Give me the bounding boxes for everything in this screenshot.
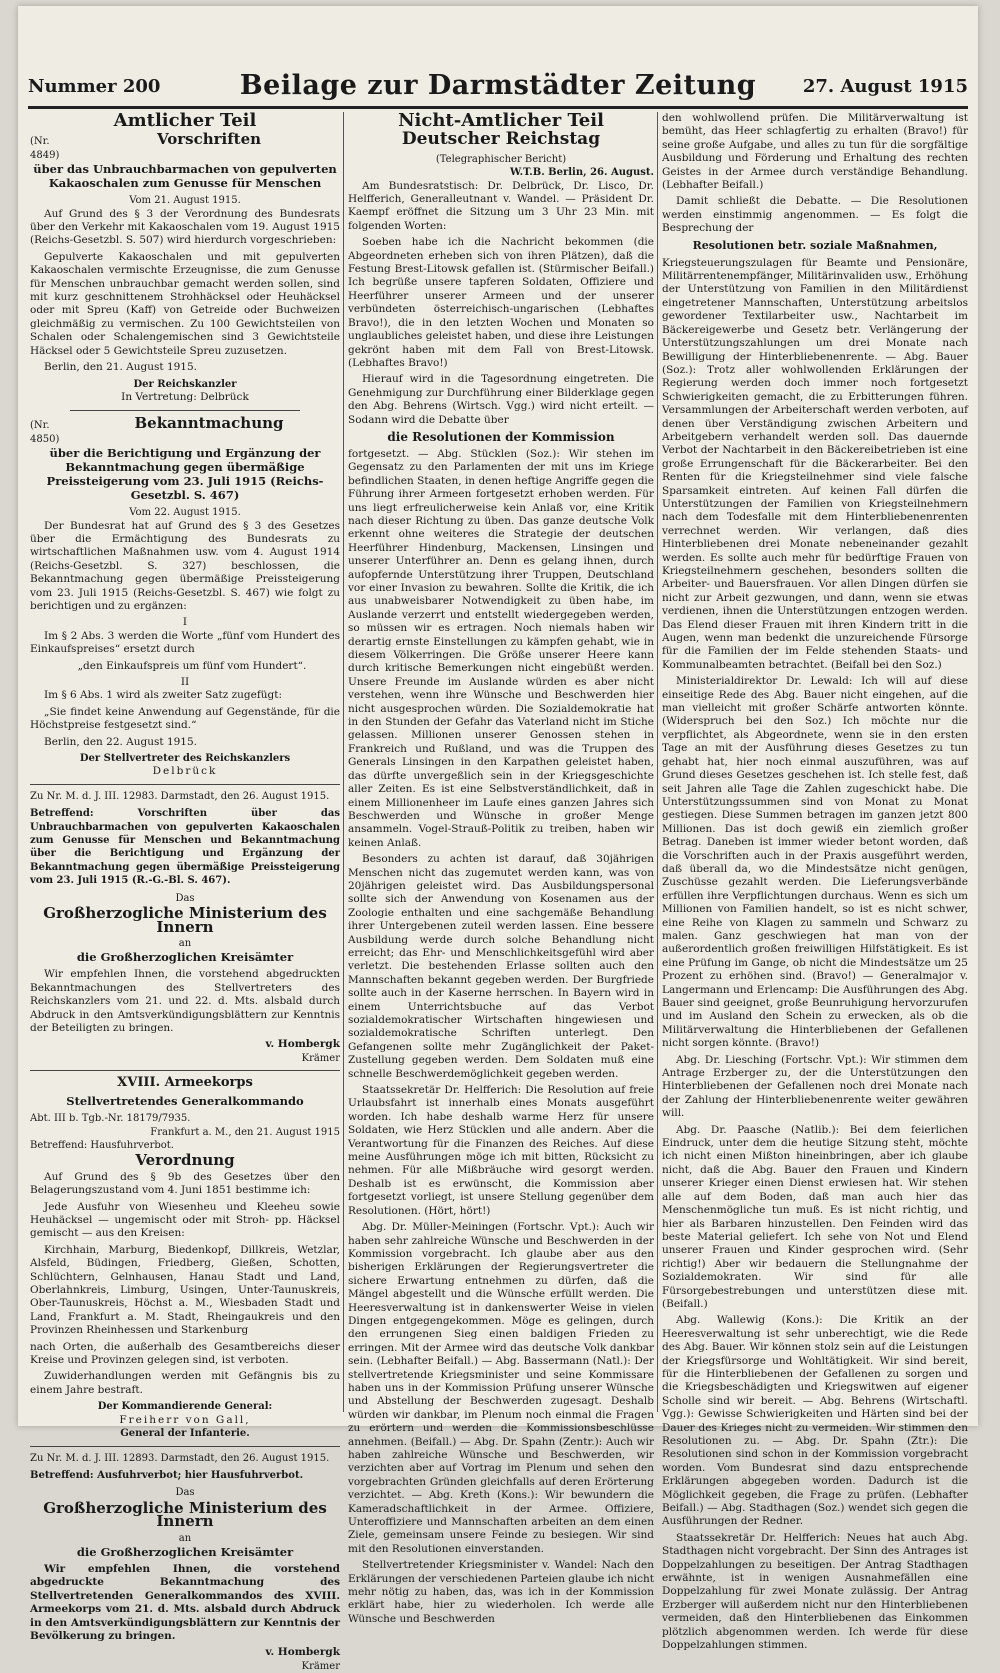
signature-name: Freiherr von Gall, [119, 1413, 251, 1426]
paragraph: Damit schließt die Debatte. — Die Resolutionen werden einstimmig angenommen. — Es folgt die Besprechung der [662, 195, 968, 235]
section-title: Nicht-Amtlicher Teil [398, 110, 604, 131]
paragraph: Abg. Dr. Müller-Meiningen (Fortschr. Vpt.): Auch wir haben sehr zahlreiche Wünsche und Beschwerden in der Kommission vorgebracht. Ich glaube aber aus den bisherigen Erklärungen der Regierungsvertreter die sichere Erwartung entnehmen zu dürfen, daß die Mängel abgestellt und die Wünsche erfüllt werden. Die Heeresverwaltung ist in dankenswerter Weise in vielen Dingen entgegengekommen. Möge es gelingen, durch den errungenen Sieg einen baldigen Frieden zu erringen. Mit der Armee wird das deutsche Volk dankbar sein. (Lebhafter Beifall.) — Abg. Bassermann (Natl.): Der stellvertretende Kriegsminister und seine Kommissare haben uns in der Kommission Prüfung unserer Wünsche und Abstellung der Beschwerden zugesagt. Deshalb würden wir dankbar, im Plenum noch einmal die Fragen zu erörtern und werden die Kommissionsbeschlüsse annehmen. (Beifall.) — Abg. Dr. Spahn (Zentr.): Auch wir haben zahlreiche Wünsche und Beschwerden, wir verzichten aber auf Vortrag im Plenum und sehen den vorgebrachten Gründen gleichfalls auf deren Erörterung verzichtet. — Abg. Kreth (Kons.): Wir bewundern die Kameradschaftlichkeit in der Armee. Offiziere, Unteroffiziere und Mannschaften arbeiten an dem einen Ziele, gemeinsam unsere Feinde zu besiegen. Wir sind mit den Resolutionen einverstanden. [348, 1221, 654, 1555]
subheading: Resolutionen betr. soziale Maßnahmen, [692, 238, 938, 252]
signature-clerk: Krämer [301, 1660, 340, 1672]
reference-betreff: Betreffend: Ausfuhrverbot; hier Hausfuhrverbot. [30, 1469, 304, 1481]
reference-line: Zu Nr. M. d. J. III. 12983. Darmstadt, den 26. August 1915. [30, 790, 330, 802]
paragraph: Im § 2 Abs. 3 werden die Worte „fünf vom Hundert des Einkaufspreises“ ersetzt durch [30, 629, 340, 656]
signature-title: Der Reichskanzler [133, 378, 237, 390]
paragraph: Wir empfehlen Ihnen, die vorstehend abgedruckte Bekanntmachung des Stellvertretenden Generalkommandos des XVIII. Armeekorps vom 21. d. Mts. alsbald durch Abdruck in den Amtsverkündigungsblättern zur Kenntnis der Bevölkerung zu bringen. [30, 1562, 340, 1642]
article-date: Vom 22. August 1915. [129, 507, 241, 519]
paragraph: Stellvertretender Kriegsminister v. Wandel: Nach den Erklärungen der verschiedenen Parteien glaube ich nicht mehr nötig zu haben, das, was ich in der Kommission erklärt habe, hier zu wiederholen. Ich werde alle Wünsche und Beschwerden [348, 1559, 654, 1625]
armeekorps-sub: Stellvertretendes Generalkommando [66, 1094, 304, 1109]
article-heading [30, 130, 340, 162]
ref-das: Das [175, 892, 195, 904]
paragraph: Auf Grund des § 9b des Gesetzes über den Belagerungszustand vom 4. Juni 1851 bestimme ich: [30, 1170, 340, 1197]
article-heading [30, 414, 340, 446]
article-date: Vom 21. August 1915. [129, 195, 241, 207]
newspaper-page [18, 6, 978, 1672]
ref-an: an [178, 1532, 192, 1544]
paragraph: Abg. Wallewig (Kons.): Die Kritik an der Heeresverwaltung ist sehr unberechtigt, wie die Rede des Abg. Bauer. Wir können stolz sein auf die Leistungen der Kriegsfürsorge und Wohltätigkeit. Wir sind bereit, für die Hinterbliebenen der Gefallenen zu sorgen und die Kriegsbeschädigten und Kriegswitwen auf eigener Scholle sind wir bereit. — Abg. Behrens (Wirtschaftl. Vgg.): Gewisse Schwierigkeiten und Härten sind bei der Dauer des Krieges nicht zu vermeiden. Wir stimmen den Resolutionen zu. — Abg. Dr. Spahn (Ztr.): Die Resolutionen sind schon in der Kommission vorgebracht worden. Vom Bundesrat sind dazu entsprechende Erklärungen abgegeben worden. Dadurch ist die Möglichkeit gegeben, die Frage zu prüfen. (Lebhafter Beifall.) — Abg. Stadthagen (Soz.) wendet sich gegen die Ausführungen der Redner. [662, 1314, 968, 1528]
column-reichstag-cont [662, 112, 968, 1652]
signature-title: Der Kommandierende General: [97, 1401, 273, 1413]
armeekorps-ref: Abt. III b. Tgb.-Nr. 18179/7935. [30, 1113, 191, 1125]
divider [30, 1070, 340, 1071]
paragraph: Jede Ausfuhr von Wiesenheu und Kleeheu sowie Heuhäcksel — ungemischt oder mit Stroh- pp. Häcksel gemischt — aus den Kreisen: [30, 1200, 340, 1240]
signature-name: v. Hombergk [265, 1646, 340, 1659]
paragraph: Abg. Dr. Liesching (Fortschr. Vpt.): Wir stimmen dem Antrage Erzberger zu, der die Unterstützungen den Hinterbliebenen der Gefallenen noch drei Monate nach der Zahlung der Hinterbliebenenrente weiter gewähren will. [662, 1053, 968, 1120]
roman-numeral: II [180, 676, 190, 688]
article-title: Deutscher Reichstag [401, 129, 601, 150]
article-number: (Nr. 4850) [30, 420, 60, 445]
column-divider [343, 112, 344, 1412]
paragraph: Im § 6 Abs. 1 wird als zweiter Satz zugefügt: [44, 689, 282, 702]
article-subtitle: über die Berichtigung und Ergänzung der Bekanntmachung gegen übermäßige Preissteigerung vom 23. Juli 1915 (Reichs-Gesetzbl. S. 467) [46, 446, 324, 503]
paragraph: „den Einkaufspreis um fünf vom Hundert“. [77, 659, 307, 672]
armeekorps-title: XVIII. Armeekorps [117, 1075, 253, 1091]
paragraph: Gepulverte Kakaoschalen und mit gepulverten Kakaoschalen vermischte Erzeugnisse, die zum Genusse für Menschen unbrauchbar gemacht werden sollen, sind mit kurz geschnittenem Strohhäcksel oder Heuhäcksel oder mit Spreu (Kaff) von Getreide oder Buchweizen gleichmäßig zu vermischen. Zu 100 Gewichtsteilen von Schalen oder Schalengemischen sind 3 Gewichtsteile Häcksel oder 5 Gewichtsteile Spreu zuzusetzen. [30, 250, 340, 357]
paragraph: nach Orten, die außerhalb des Gesamtbereichs dieser Kreise und Provinzen gelegen sind, ist verboten. [30, 1340, 340, 1367]
section-title: Amtlicher Teil [113, 110, 257, 131]
signature-title: Der Stellvertreter des Reichskanzlers [79, 753, 291, 765]
place-date: Berlin, den 21. August 1915. [44, 361, 198, 374]
signature-name: v. Hombergk [265, 1038, 340, 1051]
divider [70, 410, 300, 411]
divider [30, 784, 340, 785]
paragraph: Staatssekretär Dr. Helfferich: Die Resolution auf freie Urlaubsfahrt ist innerhalb eines Monats ausgeführt worden. Ich habe deshalb warme Herz für unsere Soldaten, wie Herz Stücklen und alle andern. Aber die Verantwortung für die Finanzen des Reiches. Auf diese meine Ausführungen möge ich mit bitten, Rücksicht zu nehmen. Für alle Mißbräuche wird gesorgt werden. Deshalb ist es erwünscht, die Kommission aber fortgesetzt vorliegt, ist unsere Stellung gegenüber dem Resolutionen. (Hört, hört!) [348, 1084, 654, 1217]
paragraph: Besonders zu achten ist darauf, daß 30jährigen Menschen nicht das zugemutet werden kann, was von 20jährigen geleistet wird. Das Ausbildungspersonal sollte sich der Anwendung von Kosenamen aus der Zoologie enthalten und eine sachgemäße Behandlung ihrer Untergebenen zuteil werden lassen. Eine bessere Ausbildung werde durch solche Behandlung nicht erreicht; das Ehr- und Menschlichkeitsgefühl wird aber verletzt. Die bestehenden Erlasse sollten auch den Mannschaften bekannt gegeben werden. Der Burgfriede sollte auch in der Kaserne herrschen. In Bayern wird in einem Unterrichtsbuche auf das Verbot sozialdemokratischer Wirtschaften hingewiesen und sozialdemokratische Schriften unterlegt. Den Gefangenen sollte mehr Zugänglichkeit der Paket-Zustellung gegeben werden. Dem Soldaten muß eine schnelle Beschwerdemöglichkeit gegeben werden. [348, 853, 654, 1080]
paragraph: Wir empfehlen Ihnen, die vorstehend abgedruckten Bekanntmachungen des Stellvertreters des Reichskanzlers vom 21. und 22. d. Mts. alsbald durch Abdruck in den Amtsverkündigungsblättern zur Kenntnis der Beteiligten zu bringen. [30, 968, 340, 1034]
column-reichstag [348, 110, 654, 1625]
paragraph: Zuwiderhandlungen werden mit Gefängnis bis zu einem Jahre bestraft. [30, 1370, 340, 1396]
paragraph: Hierauf wird in die Tagesordnung eingetreten. Die Genehmigung zur Durchführung einer Bilderklage gegen den Abg. Behrens (Wirtsch. Vgg.) wird nicht erteilt. — Sodann wird die Debatte über [348, 373, 654, 426]
ministry-name: Großherzogliche Ministerium des Innern [43, 904, 327, 936]
dateline: W.T.B. Berlin, 26. August. [509, 167, 654, 179]
paragraph: Der Bundesrat hat auf Grund des § 3 des Gesetzes über die Ermächtigung des Bundesrats zu wirtschaftlichen Maßnahmen usw. vom 4. August 1914 (Reichs-Gesetzbl. S. 327) beschlossen, die Bekanntmachung gegen übermäßige Preissteigerung vom 23. Juli 1915 (Reichs-Gesetzbl. S. 467) wie folgt zu berichtigen und zu ergänzen: [30, 519, 340, 612]
newspaper-title: Beilage zur Darmstädter Zeitung [239, 70, 757, 101]
paragraph: Soeben habe ich die Nachricht bekommen (die Abgeordneten erheben sich von ihren Plätzen), daß die Festung Brest-Litowsk gefallen ist. (Stürmischer Beifall.) Ich begrüße unsere tapferen Soldaten, Offiziere und Heerführer unserer Armeen und der unserer verbündeten österreichisch-ungarischen (Lebhaftes Bravo!), die in den letzten Wochen und Monaten so unglaubliches geleistet haben, und diese ihre Leistungen gekrönt haben mit dem Fall von Brest-Litowsk. (Lebhaftes Bravo!) [348, 236, 654, 369]
signature-clerk: Krämer [301, 1052, 340, 1064]
issue-date: 27. August 1915 [802, 76, 968, 97]
paragraph: Staatssekretär Dr. Helfferich: Neues hat auch Abg. Stadthagen nicht vorgebracht. Der Sinn des Antrages ist Doppelzahlungen zu beseitigen. Der Antrag Stadthagen erwähnte, ist in wenigen Ausnahmefällen eine Doppelzahlung für zwei Monate zulässig. Der Antrag Erzberger will außerdem nicht nur den Hinterbliebenen vermeiden, daß den Hinterbliebenen das Einkommen plötzlich abgenommen werden. Ich werde für diese Doppelzahlungen stimmen. [662, 1531, 968, 1652]
issue-number: Nummer 200 [28, 76, 161, 97]
recipient: die Großherzoglichen Kreisämter [76, 950, 294, 965]
divider [30, 1446, 340, 1447]
signature-name: Delbrück [152, 765, 218, 778]
ref-das: Das [175, 1487, 195, 1499]
masthead-rule [28, 106, 968, 109]
recipient: die Großherzoglichen Kreisämter [76, 1544, 294, 1559]
paragraph: Kriegsteuerungszulagen für Beamte und Pensionäre, Militärrentenempfänger, Militärinvaliden usw., Erhöhung der Unterstützung von Familien in den Militärdienst eingetretener Mannschaften, Unterstützung arbeitslos gewordener Textilarbeiter usw., Nachtarbeit im Bäckereigewerbe und Gesetz betr. Verlängerung der Unterstützungszahlungen um drei Monate nach Bewilligung der Hinterbliebenenrente. — Abg. Bauer (Soz.): Trotz aller wohlwollenden Erklärungen der Regierung werden doch immer noch fortgesetzt Schwierigkeiten gemacht, die zu Erbitterungen führen. Versammlungen der Arbeiterschaft werden verboten, auf denen über Verständigung zwischen Arbeitern und Arbeitgebern verhandelt werden soll. Das dauernde Verbot der Nachtarbeit in den Bäckereibetrieben ist eine große Errungenschaft für die Bäckerarbeiter. Bei den Renten für die Kriegsteilnehmer sind viele falsche Sparsamkeit eintreten. Auf keinen Fall dürfen die Unterstützungen der Familien von Kriegsteilnehmern nach dem Todesfalle mit dem Hinterbliebenenrenten verrechnet werden. Wir verlangen, daß dies Hinterbliebenen drei Monate nebeneinander gezahlt werden. Es sollte auch mehr für bedürftige Frauen von Kriegsteilnehmern geschehen, besonders sollten die Arbeiter- und Bauersfrauen. Vor allen Dingen dürfen sie nicht zur Arbeit gezwungen, und dann, wenn sie etwas verdienen, ihnen die Unterstützungen entzogen werden. Das Elend dieser Frauen mit ihren Kindern tritt in die Augen, wenn man bedenkt die unzureichende Fürsorge für die Familien der im Felde stehenden Staats- und Kommunalbeamten betrachtet. (Beifall bei den Soz.) [662, 256, 968, 671]
ministry-name: Großherzogliche Ministerium des Innern [43, 1498, 327, 1531]
paragraph: Ministerialdirektor Dr. Lewald: Ich will auf diese einseitige Rede des Abg. Bauer nicht eingehen, auf die man vielleicht mit großer Schärfe antworten könnte. (Widerspruch bei den Soz.) Ich möchte nur die verpflichtet, als Abgeordnete, wenn sie in den ersten Tage an mit der Ausführung dieses Gesetzes zu tun gehabt hat, hier noch einmal auszuführen, was auf Grund dieses Gesetzes geschehen ist. Ich stelle fest, daß seit Jahren alle Tage die Zahlen zugeschickt habe. Die Unterstützungssummen sind von Monat zu Monat gestiegen. Diese Summen betragen im ganzen jetzt 800 Millionen. Das ist doch gewiß ein ziemlich großer Betrag. Daneben ist immer wieder betont worden, daß die Vorschriften auch in der Praxis ausgeführt werden, daß überall da, wo die Mindestsätze nicht genügen, Zuschüsse gezahlt werden. Die Lieferungsverbände erfüllen ihre Verpflichtungen durchaus. Wenn es sich um Millionen von Familien handelt, so ist es nicht schwer, eine Reihe von Klagen zu sammeln und Schwarz zu malen. Ganz geschwiegen hat man von der außerordentlich großen freiwilligen Hilfstätigkeit. Es ist eine Prüfung im Gange, ob nicht die Mindestsätze um 25 Prozent zu erhöhen sind. (Bravo!) — Generalmajor v. Langermann und Erlencamp: Die Ausführungen des Abg. Bauer sind geeignet, große Beunruhigung hervorzurufen und im Ausland den Schein zu erwecken, als ob die Militärverwaltung die Hinterbliebenen der Gefallenen nicht sorgen könnte. (Bravo!) [662, 675, 968, 1050]
paragraph: Kirchhain, Marburg, Biedenkopf, Dillkreis, Wetzlar, Alsfeld, Büdingen, Friedberg, Gießen, Schotten, Schlüchtern, Gelnhausen, Hanau Stadt und Land, Oberlahnkreis, Limburg, Usingen, Unter-Taunuskreis, Ober-Taunuskreis, Höchst a. M., Wiesbaden Stadt und Land, Frankfurt a. M. Stadt, Rheingaukreis und den Provinzen Rheinhessen und Starkenburg [30, 1243, 340, 1337]
paragraph: den wohlwollend prüfen. Die Militärverwaltung ist bemüht, das Heer schlagfertig zu erhalten (Bravo!) für seine große Aufgabe, und alles zu tun für die sorgfältige Ausbildung und Förderung und Erhaltung des rechten Geistes in der Armee durch verständige Behandlung. (Lebhafter Beifall.) [662, 112, 968, 192]
masthead [28, 70, 968, 104]
subheading: die Resolutionen der Kommission [387, 429, 615, 444]
paragraph: Auf Grund des § 3 der Verordnung des Bundesrats über den Verkehr mit Kakaoschalen vom 19. August 1915 (Reichs-Gesetzbl. S. 507) wird hierdurch vorgeschrieben: [30, 207, 340, 247]
reference-betreff: Betreffend: Vorschriften über das Unbrauchbarmachen von gepulverten Kakaoschalen zum Genusse für Menschen und Bekanntmachung über die Berichtigung und Ergänzung der Bekanntmachung gegen übermäßige Preissteigerung vom 23. Juli 1915 (R.-G.-Bl. S. 467). [30, 808, 340, 887]
place-date: Berlin, den 22. August 1915. [44, 735, 198, 748]
article-subtitle: über das Unbrauchbarmachen von gepulverten Kakaoschalen zum Genusse für Menschen [33, 162, 337, 191]
ref-an: an [178, 937, 192, 949]
paragraph: Am Bundesratstisch: Dr. Delbrück, Dr. Lisco, Dr. Helfferich, Generalleutnant v. Wandel. — Präsident Dr. Kaempf eröffnet die Sitzung um 3 Uhr 23 Min. mit folgenden Worten: [348, 179, 654, 232]
column-divider [657, 112, 658, 1412]
article-subtitle: (Telegraphischer Bericht) [435, 153, 567, 165]
article-title: Bekanntmachung [134, 414, 284, 433]
column-official [30, 110, 340, 1672]
article-title: Vorschriften [156, 130, 262, 149]
place-date: Frankfurt a. M., den 21. August 1915 [150, 1126, 340, 1138]
reference-betreff: Betreffend: Hausfuhrverbot. [30, 1139, 174, 1151]
article-number: (Nr. 4849) [30, 136, 60, 161]
paragraph: fortgesetzt. — Abg. Stücklen (Soz.): Wir stehen im Gegensatz zu den Parlamenten der mit uns im Kriege befindlichen Staaten, in denen heftige Angriffe gegen die Führung ihrer Armeen fortgesetzt erhoben werden. Für uns liegt erfreulicherweise kein Anlaß vor, eine Kritik nach dieser Richtung zu üben. Das ganze deutsche Volk erkennt ohne weiteres die Strategie der deutschen Heerführer Hindenburg, Mackensen, Linsingen und unserer Unterführer an. Denn es gelang ihnen, durch aufopfernde Unterstützung ihrer Truppen, Deutschland vor einer Invasion zu bewahren. Sollte die Kritik, die ich aus unabweisbarer Notwendigkeit zu üben habe, im Auslande verzerrt und entstellt wiedergegeben werden, so müssen wir es ertragen. Noch niemals haben wir derartig ernste Einstellungen zu kämpfen gehabt, wie in diesem Völkerringen. Die Größe unserer Heere kann durch kritische Bemerkungen nicht eingebüßt werden. Unsere Freunde im Auslande würden es aber nicht verstehen, wenn ihre Wünsche und Beschwerden hier nicht ausgesprochen würden. Die Sozialdemokratie hat in den Stunden der Gefahr das Vaterland nicht im Stiche gelassen. Millionen unserer Genossen stehen in Frankreich und Rußland, und was die Truppen des Generals Linsingen in den Karpathen geleistet haben, das dürfte unvergeßlich sein in der Kriegsgeschichte aller Zeiten. Es ist eine Selbstverständlichkeit, daß in einem Millionenheer im Laufe eines ganzen Jahres sich Beschwerden und Wünsche in großer Menge ansammeln. Vogel-Strauß-Politik zu treiben, haben wir keinen Anlaß. [348, 447, 654, 849]
reference-line: Zu Nr. M. d. J. III. 12893. Darmstadt, den 26. August 1915. [30, 1452, 330, 1464]
paragraph: Abg. Dr. Paasche (Natlib.): Bei dem feierlichen Eindruck, unter dem die heutige Sitzung steht, möchte ich nicht einen Mißton hineinbringen, aber ich glaube nicht, daß die Abg. Bauer den Frauen und Kindern unserer Krieger einen Dienst erwiesen hat. Wir stehen alle auf dem Boden, daß man auch hier das Menschenmögliche tun muß. Es ist nicht richtig, und hier als Barbaren hinzustellen. Den Feinden wird das beste Material geliefert. Ich sehe von Not und Elend unserer Frauen und Kinder gesprochen wird. (Sehr richtig!) Aber wir bedauern die Stellungnahme der Sozialdemokraten. Wir sind für alle Fürsorgebestrebungen und unterstützen diese mit. (Beifall.) [662, 1123, 968, 1310]
paragraph: „Sie findet keine Anwendung auf Gegenstände, für die Höchstpreise festgesetzt sind.“ [30, 705, 340, 732]
article-title: Verordnung [135, 1151, 235, 1170]
roman-numeral: I [182, 616, 188, 629]
signature-rank: General der Infanterie. [120, 1428, 250, 1440]
signature-name: In Vertretung: Delbrück [121, 390, 249, 403]
